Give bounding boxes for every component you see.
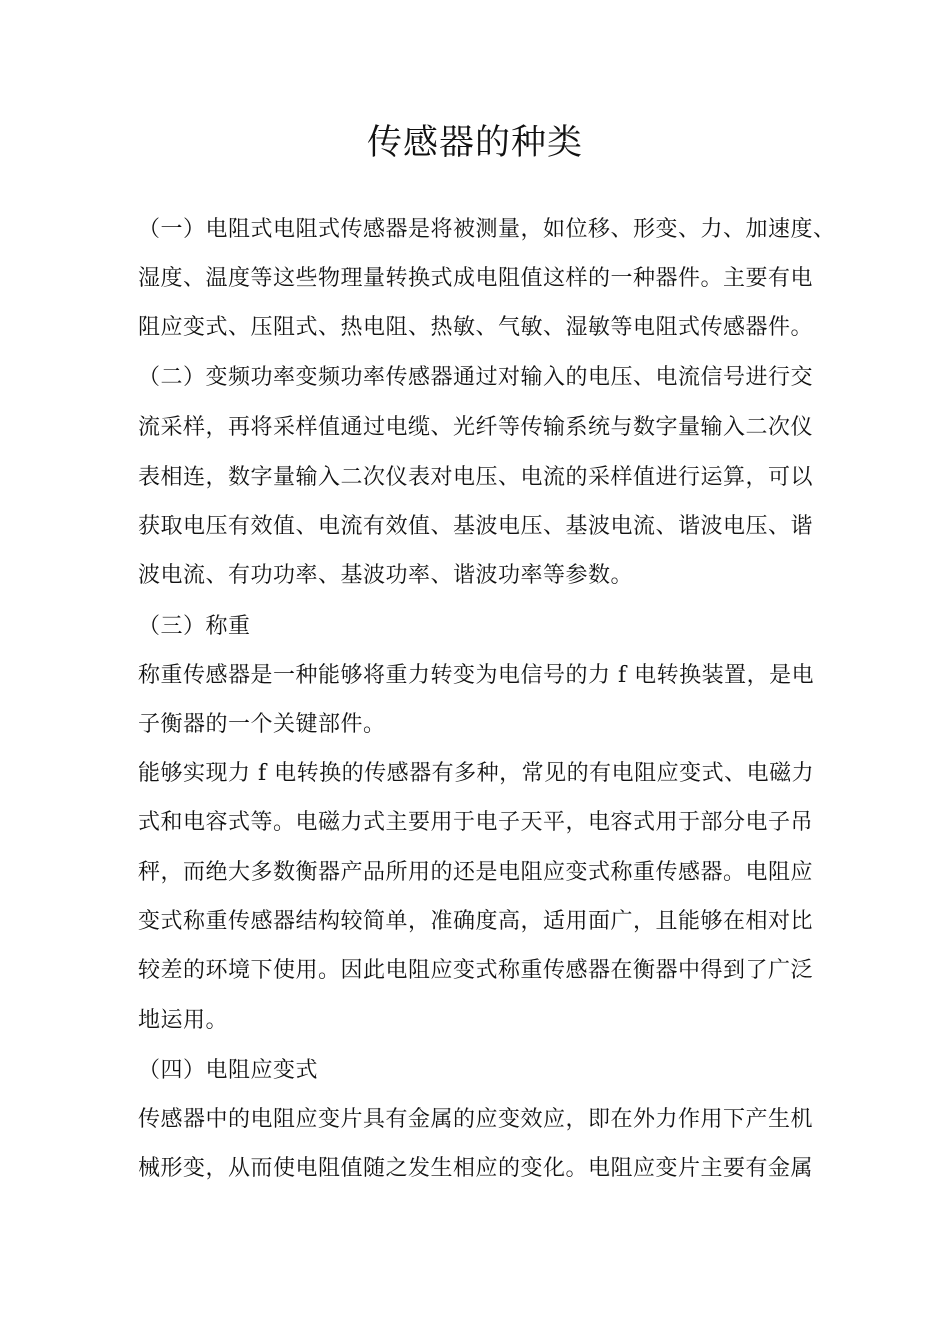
- text-line: 传感器中的电阻应变片具有金属的应变效应，即在外力作用下产生机: [138, 1107, 814, 1132]
- text-line: 阻应变式、压阻式、热电阻、热敏、气敏、湿敏等电阻式传感器件。: [138, 315, 814, 340]
- text-line: 称重传感器是一种能够将重力转变为电信号的力 f 电转换装置，是电: [138, 663, 815, 688]
- section-heading: （四）电阻应变式: [138, 1058, 319, 1083]
- text-line: 湿度、温度等这些物理量转换式成电阻值这样的一种器件。主要有电: [138, 266, 814, 291]
- text-line: 变式称重传感器结构较简单，准确度高，适用面广，且能够在相对比: [138, 909, 814, 934]
- text-line: 械形变，从而使电阻值随之发生相应的变化。电阻应变片主要有金属: [138, 1156, 814, 1181]
- text-line: 秤，而绝大多数衡器产品所用的还是电阻应变式称重传感器。电阻应: [138, 860, 814, 885]
- document-title: 传感器的种类: [366, 123, 583, 163]
- text-line: 波电流、有功功率、基波功率、谐波功率等参数。: [138, 563, 634, 588]
- text-line: （一）电阻式电阻式传感器是将被测量，如位移、形变、力、加速度、: [138, 217, 836, 242]
- text-line: （二）变频功率变频功率传感器通过对输入的电压、电流信号进行交: [138, 365, 814, 390]
- text-line: 地运用。: [138, 1008, 229, 1033]
- text-line: 表相连，数字量输入二次仪表对电压、电流的采样值进行运算，可以: [138, 465, 814, 490]
- text-line: 获取电压有效值、电流有效值、基波电压、基波电流、谐波电压、谐: [138, 514, 814, 539]
- text-line: 能够实现力 f 电转换的传感器有多种，常见的有电阻应变式、电磁力: [138, 761, 815, 786]
- text-line: 较差的环境下使用。因此电阻应变式称重传感器在衡器中得到了广泛: [138, 958, 814, 983]
- text-line: 流采样，再将采样值通过电缆、光纤等传输系统与数字量输入二次仪: [138, 415, 814, 440]
- text-line: 式和电容式等。电磁力式主要用于电子天平，电容式用于部分电子吊: [138, 810, 814, 835]
- section-heading: （三）称重: [138, 614, 251, 639]
- text-line: 子衡器的一个关键部件。: [138, 712, 386, 737]
